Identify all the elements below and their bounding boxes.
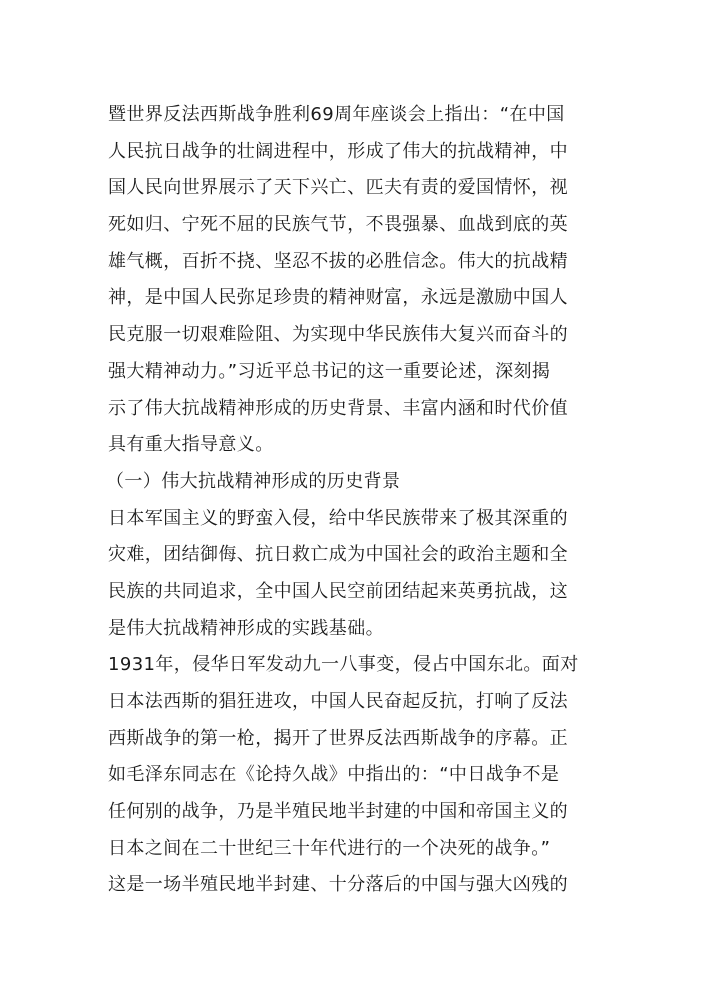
text-line: 如毛泽东同志在《论持久战》中指出的：“中日战争不是 <box>108 764 560 786</box>
text-line: 具有重大指导意义。 <box>108 434 274 456</box>
text-line: 神，是中国人民弥足珍贵的精神财富，永远是激励中国人 <box>108 287 568 309</box>
text-line: 民克服一切艰难险阻、为实现中华民族伟大复兴而奋斗的 <box>108 324 568 346</box>
text-line: 日本军国主义的野蛮入侵，给中华民族带来了极其深重的 <box>108 507 568 529</box>
text-line: 国人民向世界展示了天下兴亡、匹夫有责的爱国情怀，视 <box>108 177 568 199</box>
text-line: 是伟大抗战精神形成的实践基础。 <box>108 617 384 639</box>
text-line: 日本法西斯的猖狂进攻，中国人民奋起反抗，打响了反法 <box>108 691 568 712</box>
text-line: 人民抗日战争的壮阔进程中，形成了伟大的抗战精神，中 <box>108 140 568 162</box>
text-line: 雄气概，百折不挠、坚忍不拔的必胜信念。伟大的抗战精 <box>108 250 568 272</box>
text-line: 示了伟大抗战精神形成的历史背景、丰富内涵和时代价值 <box>108 397 568 419</box>
text-line: 灾难，团结御侮、抗日救亡成为中国社会的政治主题和全 <box>108 544 568 566</box>
section-heading: （一）伟大抗战精神形成的历史背景 <box>106 470 401 492</box>
text-line: 这是一场半殖民地半封建、十分落后的中国与强大凶残的 <box>108 874 568 896</box>
text-line: 1931年，侵华日军发动九一八事变，侵占中国东北。面对 <box>108 654 579 676</box>
text-line: 日本之间在二十世纪三十年代进行的一个决死的战争。” <box>108 837 551 859</box>
text-line: 死如归、宁死不屈的民族气节，不畏强暴、血战到底的英 <box>108 214 568 236</box>
document-body <box>108 97 608 904</box>
text-line: 暨世界反法西斯战争胜利69周年座谈会上指出：“在中国 <box>108 104 565 125</box>
text-line: 强大精神动力。”习近平总书记的这一重要论述，深刻揭 <box>108 360 551 382</box>
text-line: 西斯战争的第一枪，揭开了世界反法西斯战争的序幕。正 <box>108 727 568 749</box>
text-line: 任何别的战争，乃是半殖民地半封建的中国和帝国主义的 <box>108 801 568 823</box>
text-line: 民族的共同追求，全中国人民空前团结起来英勇抗战，这 <box>108 580 568 602</box>
